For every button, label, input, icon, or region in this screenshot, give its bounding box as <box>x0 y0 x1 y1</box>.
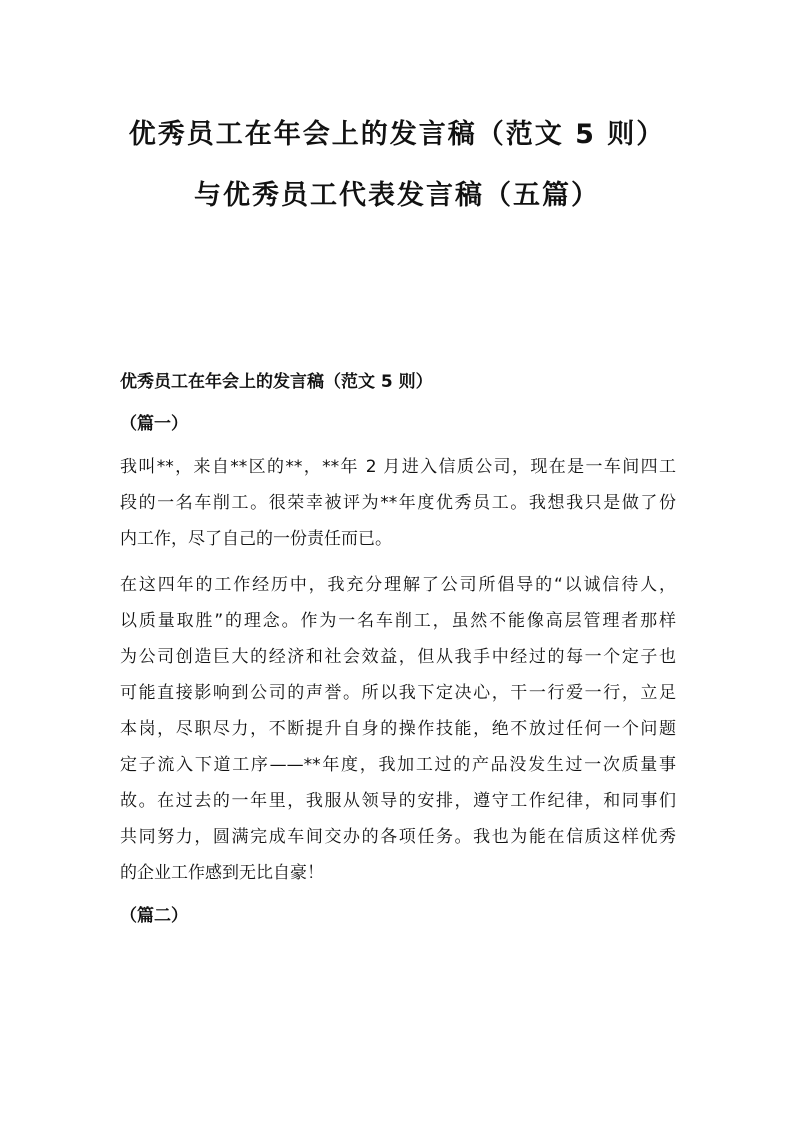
paragraph-line: 以质量取胜”的理念。作为一名车削工，虽然不能像高层管理者那样 <box>120 611 676 631</box>
paragraph-1 <box>120 449 676 557</box>
paragraph-line: 本岗，尽职尽力，不断提升自身的操作技能，绝不放过任何一个问题 <box>120 719 676 739</box>
paragraph-line: 的企业工作感到无比自豪！ <box>120 863 324 883</box>
paragraph-line: 段的一名车削工。很荣幸被评为**年度优秀员工。我想我只是做了份 <box>120 493 676 513</box>
paragraph-line: 为公司创造巨大的经济和社会效益，但从我手中经过的每一个定子也 <box>120 647 676 667</box>
section-title: 优秀员工在年会上的发言稿（范文 5 则） <box>120 372 433 392</box>
paragraph-line: 共同努力，圆满完成车间交办的各项任务。我也为能在信质这样优秀 <box>120 827 676 847</box>
document-title-line-1: 优秀员工在年会上的发言稿（范文 5 则） <box>128 119 666 150</box>
chapter-label-1: （篇一） <box>120 414 188 434</box>
paragraph-line: 定子流入下道工序——**年度，我加工过的产品没发生过一次质量事 <box>120 755 676 775</box>
paragraph-line: 内工作，尽了自己的一份责任而已。 <box>120 529 392 549</box>
paragraph-line: 故。在过去的一年里，我服从领导的安排，遵守工作纪律，和同事们 <box>120 791 676 811</box>
paragraph-2 <box>120 567 676 891</box>
document-body <box>120 367 676 941</box>
paragraph-line: 可能直接影响到公司的声誉。所以我下定决心，干一行爱一行，立足 <box>120 683 676 703</box>
document-title-line-2: 与优秀员工代表发言稿（五篇） <box>194 180 600 211</box>
chapter-label-2: （篇二） <box>120 906 188 926</box>
paragraph-line: 我叫**，来自**区的**，**年 2 月进入信质公司，现在是一车间四工 <box>120 457 676 477</box>
paragraph-line: 在这四年的工作经历中，我充分理解了公司所倡导的“以诚信待人， <box>120 575 676 595</box>
